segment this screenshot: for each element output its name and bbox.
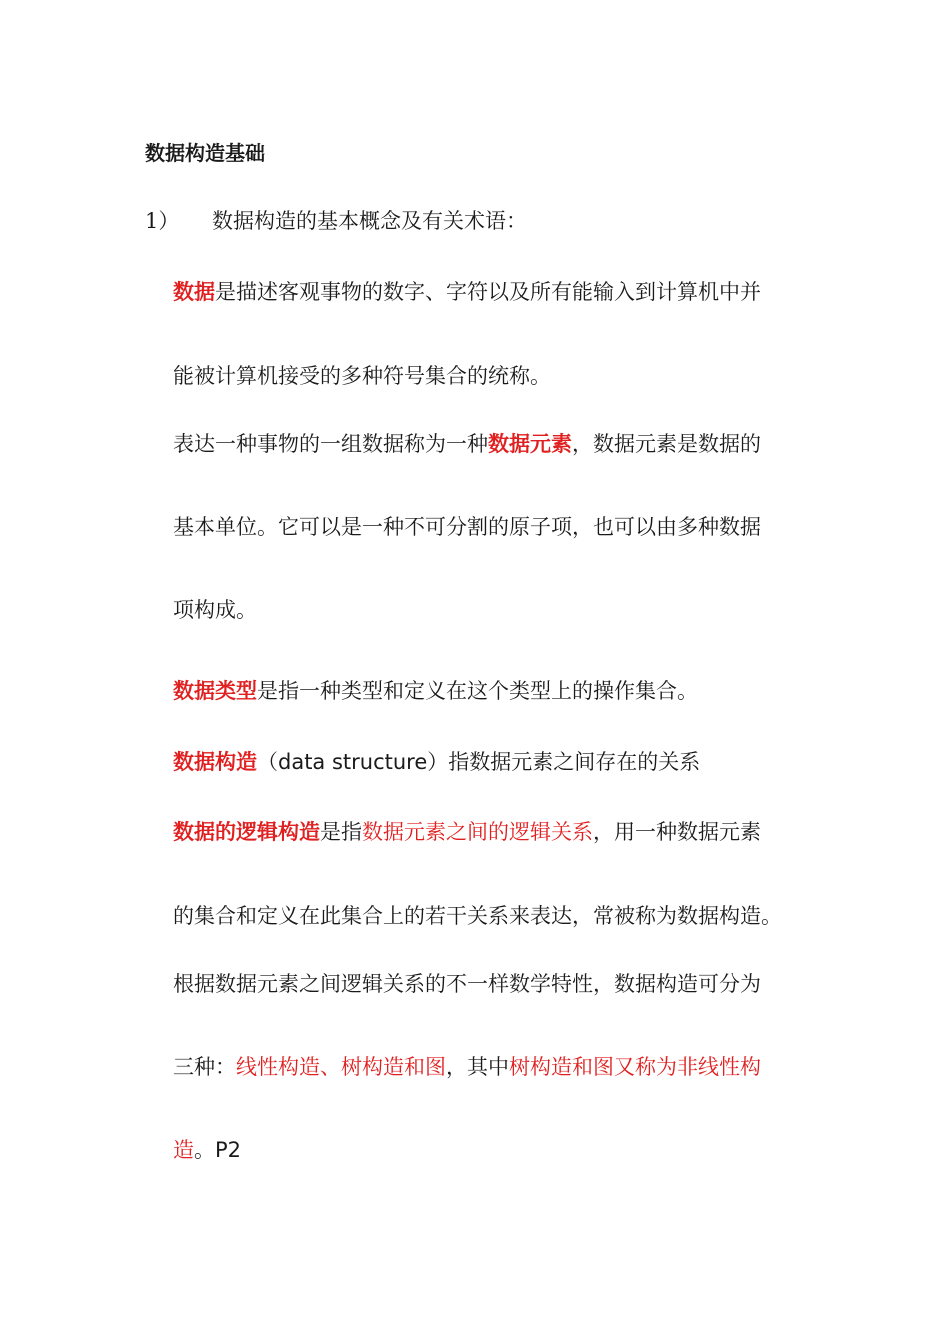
paragraph-data-type [173,677,698,705]
paragraph-structure-types-line2 [173,1053,761,1081]
text-segment: ，其中 [446,1055,509,1079]
section-number: 1） [145,209,180,233]
text-segment: ，用一种数据元素 [593,820,761,844]
paragraph-data-element-line1 [173,430,761,458]
term-logical-structure: 数据的逻辑构造 [173,820,320,844]
paragraph-structure-types-line3 [173,1136,241,1164]
paragraph-structure-types-line1: 根据数据元素之间逻辑关系的不一样数学特性，数据构造可分为 [173,972,761,996]
term-data-type: 数据类型 [173,679,257,703]
text-segment: 是指一种类型和定义在这个类型上的操作集合。 [257,679,698,703]
text-segment: （data structure）指数据元素之间存在的关系 [257,750,701,774]
highlight-logical-relation: 数据元素之间的逻辑关系 [362,820,593,844]
paragraph-data-definition-line2: 能被计算机接受的多种符号集合的统称。 [173,364,551,388]
term-data: 数据 [173,280,215,304]
text-segment: 是指 [320,820,362,844]
highlight-nonlinear: 树构造和图又称为非线性构 [509,1055,761,1079]
page-title: 数据构造基础 [145,141,265,165]
paragraph-data-element-line2: 基本单位。它可以是一种不可分割的原子项，也可以由多种数据 [173,515,761,539]
page-reference: 。P2 [194,1138,242,1162]
section-heading: 数据构造的基本概念及有关术语： [212,209,527,233]
highlight-nonlinear-end: 造 [173,1138,194,1162]
text-segment: ，数据元素是数据的 [572,432,761,456]
term-data-structure: 数据构造 [173,750,257,774]
paragraph-logical-structure-line2: 的集合和定义在此集合上的若干关系来表达，常被称为数据构造。 [173,904,782,928]
text-segment: 表达一种事物的一组数据称为一种 [173,432,488,456]
text-segment: 三种： [173,1055,236,1079]
paragraph-data-structure [173,748,700,776]
paragraph-data-element-line3: 项构成。 [173,598,257,622]
term-data-element: 数据元素 [488,432,572,456]
paragraph-logical-structure-line1 [173,818,761,846]
text-segment: 是描述客观事物的数字、字符以及所有能输入到计算机中并 [215,280,761,304]
paragraph-data-definition-line1 [173,278,761,306]
highlight-structure-types: 线性构造、树构造和图 [236,1055,446,1079]
